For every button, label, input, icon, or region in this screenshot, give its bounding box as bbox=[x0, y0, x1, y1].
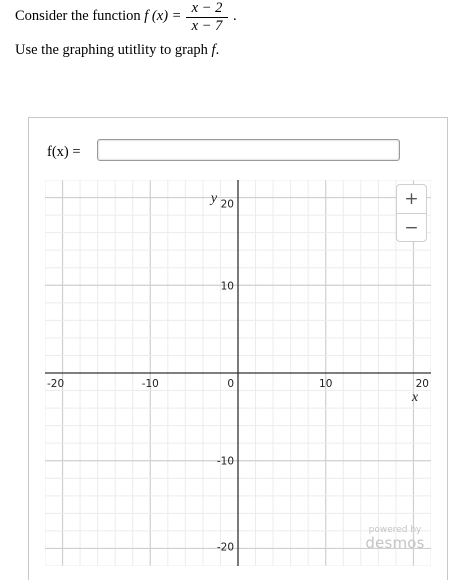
x-tick-label: -10 bbox=[141, 378, 159, 390]
y-tick-label: 20 bbox=[220, 198, 234, 211]
instruction-suffix: . bbox=[215, 42, 220, 58]
fraction-numerator: x − 2 bbox=[191, 0, 223, 16]
prompt-line-2 bbox=[15, 42, 219, 59]
prompt-line-1 bbox=[15, 8, 181, 25]
zoom-out-button[interactable]: − bbox=[404, 218, 419, 238]
y-tick-label: -10 bbox=[216, 455, 234, 468]
prompt-intro: Consider the function bbox=[15, 8, 145, 24]
instruction-text: Use the graphing utitlity to graph bbox=[15, 42, 212, 58]
instruction-var: f bbox=[211, 42, 216, 58]
desmos-logo-text: desmos bbox=[365, 534, 425, 552]
function-fraction bbox=[183, 0, 231, 36]
y-axis-label: y bbox=[210, 191, 218, 206]
fraction-denominator: x − 7 bbox=[191, 18, 223, 34]
graph-canvas[interactable] bbox=[45, 180, 431, 566]
powered-by-text: powered by bbox=[368, 525, 422, 535]
desmos-branding[interactable] bbox=[360, 526, 430, 551]
prompt-period: . bbox=[233, 8, 237, 24]
x-tick-label: 0 bbox=[227, 378, 234, 390]
x-axis-label: x bbox=[411, 390, 419, 405]
zoom-controls bbox=[396, 184, 427, 242]
expression-input[interactable] bbox=[97, 139, 400, 161]
question-prompt bbox=[15, 0, 455, 70]
expression-label: f(x) = bbox=[47, 144, 81, 160]
y-tick-label: -20 bbox=[216, 541, 234, 554]
zoom-in-button[interactable]: + bbox=[404, 189, 419, 209]
x-tick-label: -20 bbox=[47, 378, 65, 390]
graph-area[interactable] bbox=[45, 180, 431, 566]
y-tick-label: 10 bbox=[220, 280, 234, 293]
x-tick-label: 20 bbox=[415, 378, 429, 390]
x-tick-label: 10 bbox=[319, 378, 333, 390]
function-lhs: f (x) = bbox=[144, 8, 182, 24]
